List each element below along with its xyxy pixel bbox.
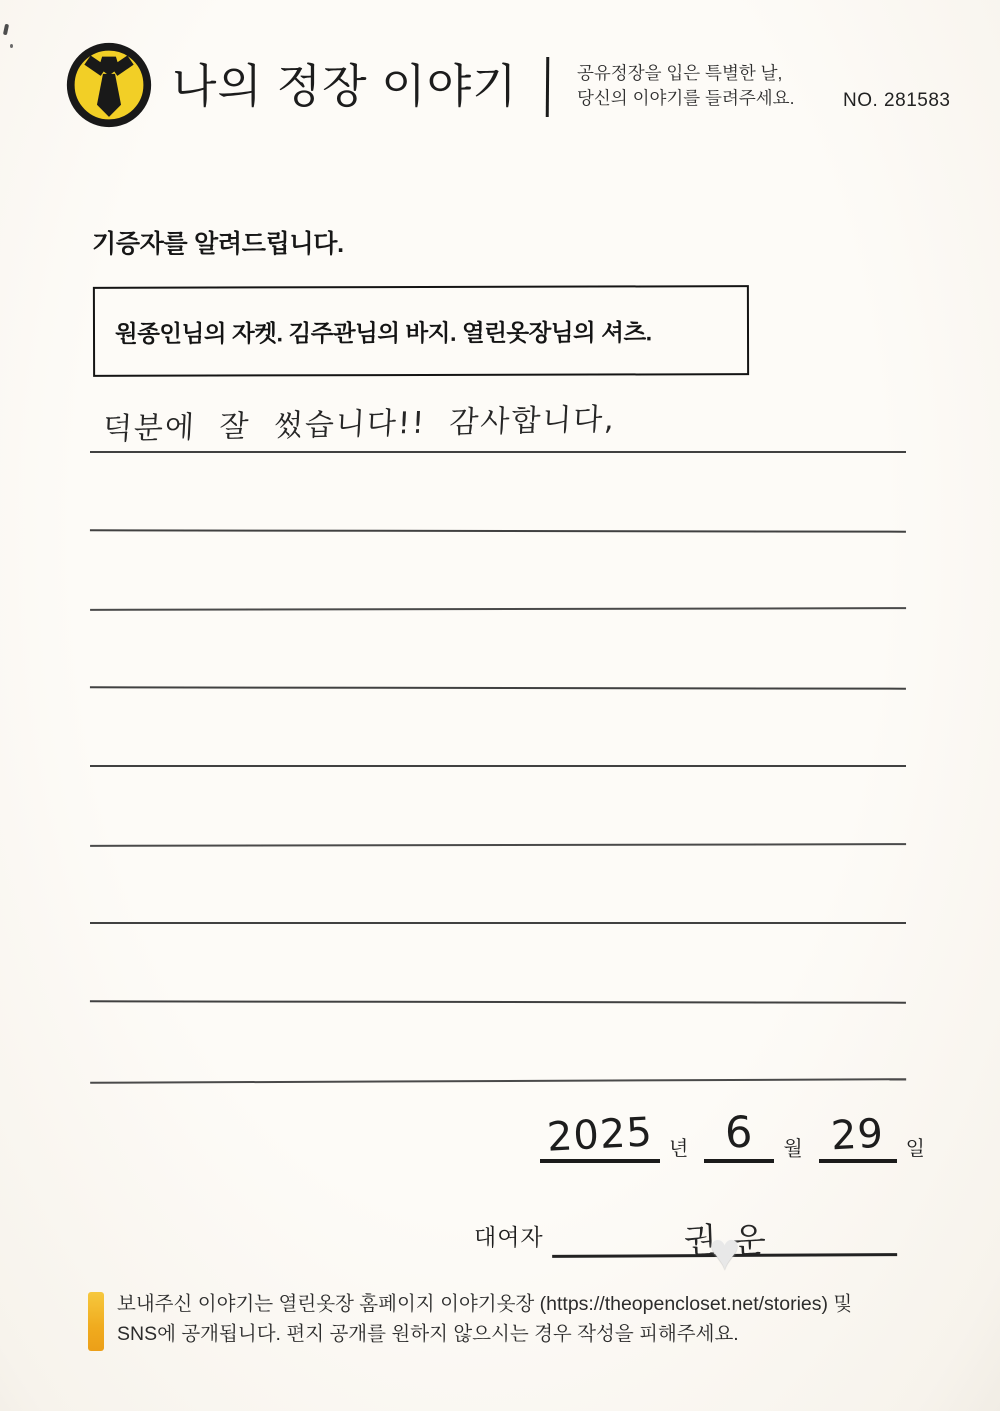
donor-box-text: 원종인님의 자켓. 김주관님의 바지. 열린옷장님의 셔츠. [114, 319, 652, 347]
document-number: NO. 281583 [843, 90, 951, 111]
date-year-label: 년 [669, 1138, 689, 1160]
footer-notice [117, 1290, 947, 1349]
writing-line [90, 923, 906, 1003]
date-month-label: 월 [783, 1138, 803, 1160]
letter-body [90, 374, 906, 1081]
writing-line [90, 1001, 906, 1083]
donor-box [93, 285, 749, 377]
signature-line [552, 1197, 897, 1282]
tagline-line1: 공유정장을 입은 특별한 날, [577, 63, 783, 83]
donor-heading: 기증자를 알려드립니다. [92, 230, 344, 258]
scan-artifact [10, 44, 13, 48]
writing-line [90, 846, 906, 925]
date-row [540, 1108, 925, 1163]
writing-line [90, 766, 906, 846]
footer-notice-line1: 보내주신 이야기는 열린옷장 홈페이지 이야기옷장 (https://theopencloset.net/stories) 및 [117, 1293, 853, 1315]
tagline-line2: 당신의 이야기를 들려주세요. [577, 87, 795, 108]
date-day-label: 일 [905, 1138, 925, 1160]
page-title: 나의 정장 이야기 [172, 60, 518, 112]
signature-row [474, 1198, 897, 1282]
header-divider [546, 57, 550, 117]
date-year-blank [540, 1109, 660, 1163]
signature-name-last: 운 [731, 1220, 767, 1262]
date-month-blank [704, 1108, 774, 1163]
writing-line [90, 452, 906, 532]
date-day-value: 29 [830, 1110, 886, 1160]
signature-label: 대여자 [474, 1224, 544, 1250]
scan-artifact [3, 24, 9, 36]
tagline [577, 61, 794, 110]
writing-line [90, 374, 906, 453]
writing-line [90, 688, 906, 767]
heart-sticker-icon: ♥ [708, 1222, 740, 1282]
signature-name-first: 권 [682, 1220, 717, 1262]
footer-notice-line2: SNS에 공개됩니다. 편지 공개를 원하지 않으시는 경우 작성을 피해주세요. [117, 1322, 739, 1345]
suit-tie-logo-icon [66, 42, 152, 128]
writing-line [90, 609, 906, 689]
date-year-value: 2025 [545, 1109, 655, 1161]
footer-accent-bar [88, 1292, 104, 1351]
handwritten-message: 덕분에 잘 썼습니다!! 감사합니다, [102, 401, 617, 447]
writing-line [90, 530, 906, 610]
date-month-value: 6 [724, 1107, 755, 1159]
signature-name [682, 1213, 767, 1282]
date-day-blank [819, 1112, 897, 1163]
